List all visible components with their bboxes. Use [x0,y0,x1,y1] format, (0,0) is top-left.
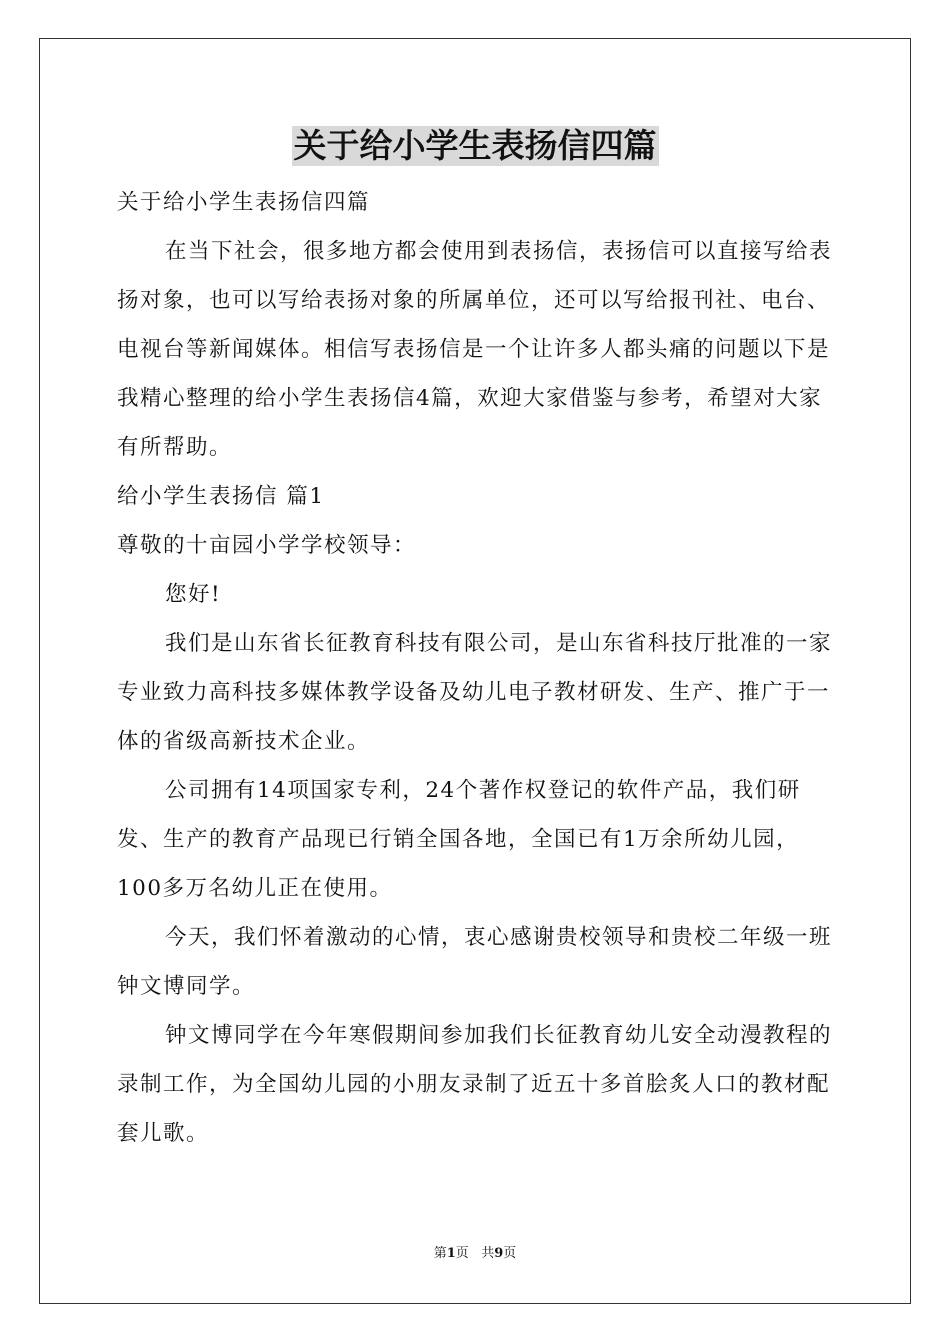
document-title: 关于给小学生表扬信四篇 [293,126,657,165]
total-suffix: 页 [503,1246,517,1261]
page-footer [0,1245,950,1263]
paragraph: 今天，我们怀着激动的心情，衷心感谢贵校领导和贵校二年级一班钟文博同学。 [117,925,833,999]
paragraph: 在当下社会，很多地方都会使用到表扬信，表扬信可以直接写给表扬对象，也可以写给表扬对象的所属单位，还可以写给报刊社、电台、电视台等新闻媒体。相信写表扬信是一个让许多人都头痛的问题以下是我精心整理的给小学生表扬信4篇，欢迎大家借鉴与参考，希望对大家有所帮助。 [117,239,833,460]
title-area [0,126,950,166]
paragraph: 我们是山东省长征教育科技有限公司，是山东省科技厅批准的一家专业致力高科技多媒体教学设备及幼儿电子教材研发、生产、推广于一体的省级高新技术企业。 [117,631,833,754]
document-body [117,178,837,1158]
page-prefix: 第 [433,1246,447,1261]
total-prefix: 共 [481,1246,495,1261]
page-number: 1 [446,1246,456,1261]
section-heading: 给小学生表扬信 篇1 [117,484,325,509]
page-suffix: 页 [455,1246,469,1261]
salutation: 尊敬的十亩园小学学校领导： [117,533,417,558]
paragraph: 钟文博同学在今年寒假期间参加我们长征教育幼儿安全动漫教程的录制工作，为全国幼儿园的小朋友录制了近五十多首脍炙人口的教材配套儿歌。 [117,1023,833,1146]
paragraph: 关于给小学生表扬信四篇 [117,190,371,215]
paragraph: 公司拥有14项国家专利，24个著作权登记的软件产品，我们研发、生产的教育产品现已行销全国各地，全国已有1万余所幼儿园，100多万名幼儿正在使用。 [117,778,801,901]
greeting: 您好! [165,582,222,607]
total-pages: 9 [494,1246,504,1261]
